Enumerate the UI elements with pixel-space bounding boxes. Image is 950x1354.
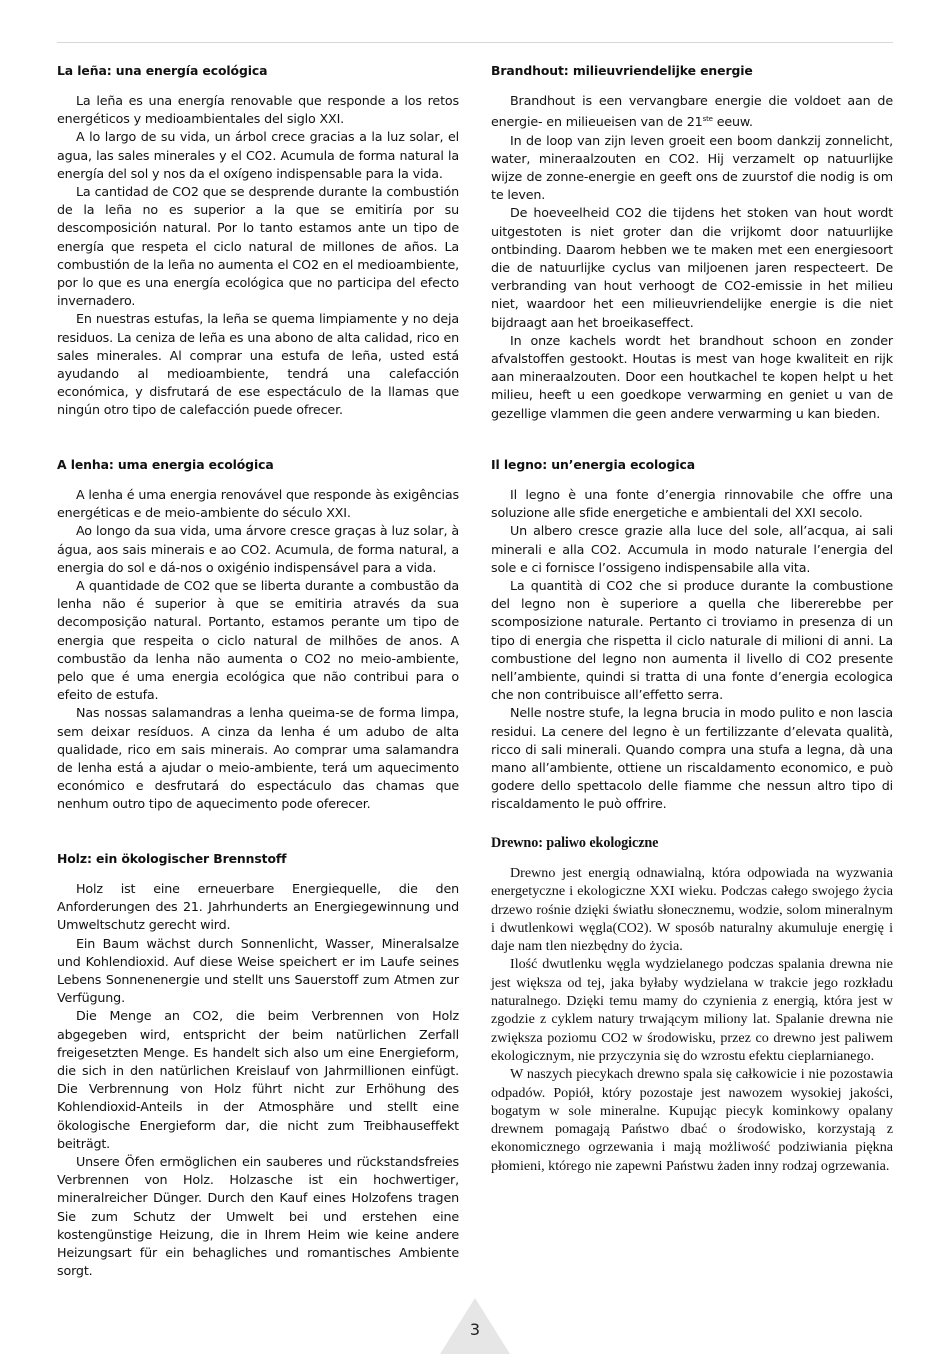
paragraph: La leña es una energía renovable que responde a los retos energéticos y medioambientales del siglo XXI.	[57, 93, 459, 127]
section-title: La leña: una energía ecológica	[57, 63, 268, 78]
top-divider	[57, 42, 893, 43]
paragraph: Ein Baum wächst durch Sonnenlicht, Wasser, Mineralsalze und Kohlendioxid. Auf diese Weise speichert er im Laufe seines Lebens Sonnenenergie und stellt uns Sauerstoff zum Atmen zur Verfügung.	[57, 935, 459, 1006]
section-dutch	[491, 62, 893, 423]
paragraph: De hoeveelheid CO2 die tijdens het stoken van hout wordt uitgestoten is niet groter dan die vrijkomt door natuurlijke ontbinding. Daarom hebben we te maken met een energiesoort die de natuurlijke cyclus van miljoenen jaren respecteert. De verbranding van hout verhoogt de CO2-emissie in het milieu niet, waardoor het een milieuvriendelijke energie is die niet bijdraagt aan het broeikaseffect.	[491, 205, 893, 330]
paragraph: La quantità di CO2 che si produce durante la combustione del legno non è superiore a quella che libererebbe per scomposizione naturale. Pertanto ci troviamo in presenza di un tipo di energia che rispetta il ciclo naturale di milioni di anni. La combustione del legno non aumenta il livello di CO2 presente nell’ambiente, quindi si tratta di una fonte d’energia ecologica che non contribuisce all’effetto serra.	[491, 578, 893, 703]
section-spanish	[57, 62, 459, 420]
paragraph: W naszych piecykach drewno spala się całkowicie i nie pozostawia odpadów. Popiół, który pozostaje jest nawozem wysokiej jakości, bogatym w sole mineralne. Kupując piecyk kominkowy opalany drewnem pomagają Państwo dbać o środowisko, korzystają z ekonomicznego ogrzewania i mają możliwość podziwiania piękna płomieni, którego nie zapewni Państwu żaden inny rodzaj ogrzewania.	[491, 1066, 893, 1174]
paragraph: Un albero cresce grazie alla luce del sole, all’acqua, ai sali minerali e alla CO2. Accumula in modo naturale l’energia del sole e ci fornisce l’ossigeno indispensabile alla vita.	[491, 523, 893, 575]
paragraph: A lenha é uma energia renovável que responde às exigências energéticas e de meio-ambiente do século XXI.	[57, 487, 459, 521]
section-title: Holz: ein ökologischer Brennstoff	[57, 851, 287, 866]
ordinal-suffix: ste	[702, 115, 713, 124]
paragraph: In onze kachels wordt het brandhout schoon en zonder afvalstoffen gestookt. Houtas is mest van hoge kwaliteit en rijk aan mineraalzouten. Door een houtkachel te kopen helpt u het milieu, heeft u een goedkope verwarming en geniet u van de gezellige vlammen die geen andere verwarming u kan bieden.	[491, 332, 893, 421]
section-italian	[491, 456, 893, 814]
paragraph: A lo largo de su vida, un árbol crece gracias a la luz solar, el agua, las sales minerales y el CO2. Acumula de forma natural la energía del sol y nos da el oxígeno indispensable para la vida.	[57, 129, 459, 181]
paragraph: Nas nossas salamandras a lenha queima-se de forma limpa, sem deixar resíduos. A cinza da lenha é um adubo de alta qualidade, rico em sais minerais. Ao comprar uma salamandra de lenha está a ajudar o meio-ambiente, terá um aquecimento económico e desfrutará do espectáculo das chamas que nenhum outro tipo de aquecimento pode oferecer.	[57, 705, 459, 812]
paragraph: Ilość dwutlenku węgla wydzielanego podczas spalania drewna nie jest większa od tej, jaka byłaby wydzielana w trakcie jego rozkładu naturalnego. Dzięki temu mamy do czynienia z energią, która jest w zgodzie z cyklem natury trwającym miliony lat. Spalanie drewna nie zwiększa poziomu CO2 w środowisku, przez co drewno jest paliwem ekologicznym, nie przyczynia się do wzrostu efektu cieplarnianego.	[491, 956, 893, 1064]
paragraph: A quantidade de CO2 que se liberta durante a combustão da lenha não é superior à que se emitiria através da sua decomposição natural. Portanto, estamos perante um tipo de energia que respeita o ciclo natural de milhões de anos. A combustão da lenha não aumenta o CO2 no meio-ambiente, pelo que é uma energia ecológica que não contribui para o efeito de estufa.	[57, 578, 459, 703]
paragraph: Unsere Öfen ermöglichen ein sauberes und rückstandsfreies Verbrennen von Holz. Holzasche ist ein hochwertiger, mineralreicher Dünger. Durch den Kauf eines Holzofens tragen Sie zum Schutz der Umwelt bei und erstehen eine kostengünstige Heizung, die in Ihrem Heim wie keine andere Heizungsart für ein behagliches und romantisches Ambiente sorgt.	[57, 1154, 459, 1279]
section-title: A lenha: uma energia ecológica	[57, 457, 274, 472]
paragraph-text: Brandhout is een vervangbare energie die voldoet aan de energie- en milieueisen van de 21	[491, 93, 893, 130]
page-number: 3	[469, 1320, 481, 1339]
section-title: Brandhout: milieuvriendelijke energie	[491, 63, 753, 78]
paragraph: Drewno jest energią odnawialną, która odpowiada na wyzwania energetyczne i ekologiczne XXI wieku. Podczas całego swojego życia drzewo rośnie dzięki światłu słonecznemu, wodzie, solom mineralnym i dwutlenkowi węgla(CO2). W sposób naturalny akumuluje energię i daje nam tlen niezbędny do życia.	[491, 865, 893, 955]
paragraph: En nuestras estufas, la leña se quema limpiamente y no deja residuos. La ceniza de leña es una abono de alta calidad, rico en sales minerales. Al comprar una estufa de leña, usted está ayudando al medioambiente, tendrá una calefacción económica, y disfrutará de ese espectáculo de la llamas que ningún otro tipo de calefacción puede ofrecer.	[57, 311, 459, 418]
section-title: Drewno: paliwo ekologiczne	[491, 835, 659, 851]
paragraph: Ao longo da sua vida, uma árvore cresce graças à luz solar, à água, aos sais minerais e ao CO2. Acumula, de forma natural, a energia do sol e dá-nos o oxigénio indispensável para a vida.	[57, 523, 459, 575]
paragraph-text: eeuw.	[712, 114, 753, 130]
paragraph: La cantidad de CO2 que se desprende durante la combustión de la leña no es superior a la que se emitiría por su descomposición natural. Por lo tanto estamos ante un tipo de energía que respeta el ciclo natural de millones de años. La combustión de la leña no aumenta el CO2 en el medioambiente, por lo que es una energía ecológica que no participa del efecto invernadero.	[57, 184, 459, 309]
paragraph: Nelle nostre stufe, la legna brucia in modo pulito e non lascia residui. La cenere del legno è un fertilizzante d’elevata qualità, ricco di sali minerali. Quando compra una stufa a legna, dà una mano all’ambiente, ottiene un riscaldamento economico, e può godere dello spettacolo delle fiamme che nessun altro tipo di riscaldamento le può offrire.	[491, 705, 893, 812]
section-portuguese	[57, 456, 459, 814]
paragraph: Il legno è una fonte d’energia rinnovabile che offre una soluzione alle sfide energetiche e ambientali del XXI secolo.	[491, 487, 893, 521]
section-title: Il legno: un’energia ecologica	[491, 457, 696, 472]
paragraph	[491, 92, 893, 132]
paragraph: Holz ist eine erneuerbare Energiequelle, die den Anforderungen des 21. Jahrhunderts an Energiegewinnung und Umweltschutz gerecht wird.	[57, 881, 459, 933]
paragraph: In de loop van zijn leven groeit een boom dankzij zonnelicht, water, mineraalzouten en CO2. Hij verzamelt op natuurlijke wijze de zonne-energie en geeft ons de zuurstof die nodig is om te leven.	[491, 132, 893, 203]
section-german	[57, 850, 459, 1280]
section-polish	[491, 834, 893, 1175]
paragraph: Die Menge an CO2, die beim Verbrennen von Holz abgegeben wird, entspricht der beim natürlichen Zerfall freigesetzten Menge. Es handelt sich also um eine Energieform, die sich in den natürlichen Kreislauf von Jahrmillionen einfügt. Die Verbrennung von Holz führt nicht zur Erhöhung des Kohlendioxid-Anteils in der Atmosphäre und stellt eine ökologische Energieform dar, die nicht zum Treibhauseffekt beiträgt.	[57, 1008, 459, 1151]
